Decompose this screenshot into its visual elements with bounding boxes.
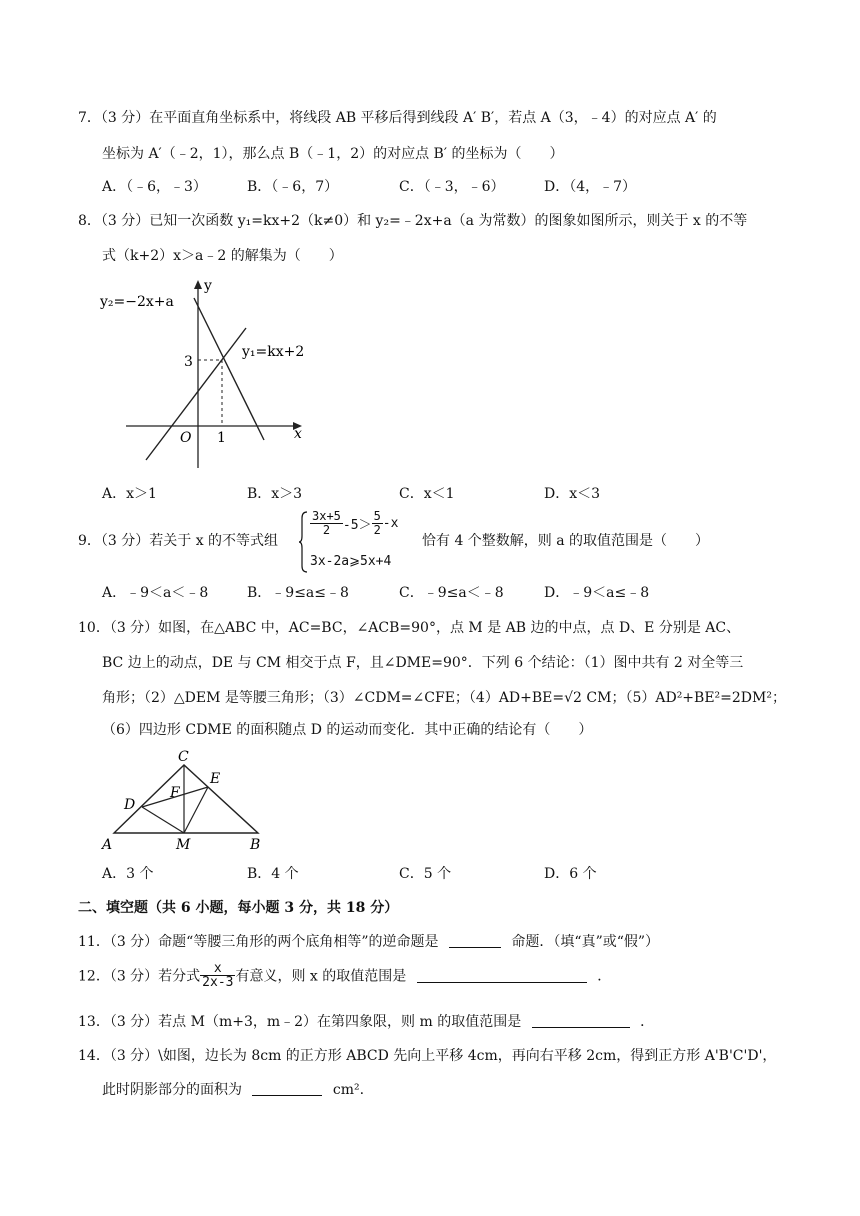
label-c: C [178,749,189,765]
q8-option-b[interactable]: B．x＞3 [247,486,303,502]
label-m: M [176,837,191,853]
q12-answer-blank[interactable] [417,968,587,983]
q9-frac-2-num: 5 [373,509,381,523]
q14-answer-blank[interactable] [252,1081,322,1096]
q12-line [78,962,611,1002]
q10-option-a[interactable]: A．3 个 [102,866,154,882]
q7-option-b[interactable]: B．（﹣6，7） [247,179,339,195]
tick-label-x: 1 [217,430,226,446]
q9-option-c[interactable]: C．﹣9≤a＜﹣8 [399,585,504,601]
q10-line-3: 角形；（2）△DEM 是等腰三角形；（3）∠CDM=∠CFE；（4）AD+BE=√2 CM；（5）AD²+BE²=2DM²； [102,690,786,706]
label-f: F [170,785,180,801]
q10-triangle-figure [98,745,278,855]
q8-option-d[interactable]: D．x＜3 [544,486,601,502]
q10-line-4: （6）四边形 CDME 的面积随点 D 的运动而变化．其中正确的结论有（ ） [102,722,593,738]
q9-inequality-1 [310,510,398,537]
q7-option-a[interactable]: A．（﹣6，﹣3） [102,179,207,195]
label-y1: y₁=kx+2 [242,344,305,360]
q9-system [298,510,422,574]
q8-line-2: 式（k+2）x＞a﹣2 的解集为（ ） [102,248,343,264]
triangle-abc [114,765,258,833]
q12-frac-den: 2x-3 [202,975,234,990]
label-b: B [250,837,261,853]
q10-option-d[interactable]: D．6 个 [544,866,597,882]
q9-option-d[interactable]: D．﹣9＜a≤﹣8 [544,585,650,601]
q9-frac-1-den: 2 [322,523,331,537]
origin-label: O [180,430,192,446]
q9-ineq-1-tail: -x [382,516,399,531]
q11-after: 命题．（填“真”或“假”） [511,934,660,950]
q9-brace-icon [298,510,308,574]
segment-em [184,787,208,833]
q9-frac-1 [310,510,343,537]
q14-before: 此时阴影部分的面积为 [102,1082,242,1098]
q12-after: ． [597,968,612,985]
y-axis-arrow-icon [194,280,202,289]
q9-options [102,583,802,603]
q9-ineq-1-mid: -5＞ [342,518,372,533]
label-e: E [210,771,221,787]
q8-option-c[interactable]: C．x＜1 [399,486,455,502]
q8-line-1: 8．（3 分）已知一次函数 y₁=kx+2（k≠0）和 y₂=﹣2x+a（a 为常数）的图象如图所示，则关于 x 的不等 [78,213,748,229]
q13-answer-blank[interactable] [532,1013,630,1028]
q11-line [78,932,659,952]
q8-option-a[interactable]: A．x＞1 [102,486,157,502]
q10-option-c[interactable]: C．5 个 [399,866,452,882]
section-2-heading: 二、填空题（共 6 小题，每小题 3 分，共 18 分） [78,900,399,916]
q8-graph [96,278,316,474]
q10-option-b[interactable]: B．4 个 [247,866,299,882]
q10-line-1: 10．（3 分）如图，在△ABC 中，AC=BC，∠ACB=90°，点 M 是 AB 边的中点，点 D、E 分别是 AC、 [78,620,741,636]
q12-frac-num: x [200,962,235,976]
label-a: A [102,837,113,853]
label-d: D [124,797,136,813]
q9-prefix: 9．（3 分）若关于 x 的不等式组 [78,533,279,549]
q9-frac-1-num: 3x+5 [312,509,341,523]
line-y1 [146,328,246,460]
q12-mid: 有意义，则 x 的取值范围是 [235,968,407,985]
q12-fraction [200,962,235,989]
q7-option-d[interactable]: D．（4，﹣7） [544,179,637,195]
q11-before: 11．（3 分）命题“等腰三角形的两个底角相等”的逆命题是 [78,934,439,950]
q9-frac-2-den: 2 [373,523,381,537]
q13-line [78,1012,654,1032]
q9-suffix: 恰有 4 个整数解，则 a 的取值范围是（ ） [422,533,710,549]
q7-option-c[interactable]: C．（﹣3，﹣6） [399,179,505,195]
tick-label-y: 3 [184,354,193,370]
q10-options [102,864,802,884]
q10-line-2: BC 边上的动点，DE 与 CM 相交于点 F，且∠DME=90°．下列 6 个结论：（1）图中共有 2 对全等三 [102,655,744,671]
segment-dm [142,807,184,833]
q14-after: cm². [332,1082,365,1098]
q9-option-b[interactable]: B．﹣9≤a≤﹣8 [247,585,349,601]
q9-frac-2 [372,510,383,537]
q9-option-a[interactable]: A．﹣9＜a＜﹣8 [102,585,209,601]
q14-line-2 [102,1080,364,1100]
q8-options [102,484,802,504]
q13-before: 13．（3 分）若点 M（m+3，m﹣2）在第四象限，则 m 的取值范围是 [78,1014,522,1030]
q11-answer-blank[interactable] [449,933,501,948]
q13-after: ． [640,1014,655,1030]
q7-options [102,177,802,197]
line-y2 [194,298,264,440]
q7-line-2: 坐标为 A′（﹣2，1），那么点 B（﹣1，2）的对应点 B′ 的坐标为（ ） [102,146,564,162]
q14-line-1: 14．（3 分）\如图，边长为 8cm 的正方形 ABCD 先向上平移 4cm，再向右平移 2cm，得到正方形 A'B'C'D'， [78,1048,777,1064]
q9-inequality-2: 3x-2a⩾5x+4 [310,554,392,569]
q12-before: 12．（3 分）若分式 [78,968,201,985]
x-axis-label: x [294,426,302,442]
y-axis-label: y [204,278,212,294]
q7-line-1: 7．（3 分）在平面直角坐标系中，将线段 AB 平移后得到线段 A′ B′，若点 A（3，﹣4）的对应点 A′ 的 [78,110,717,126]
label-y2: y₂=−2x+a [100,294,174,310]
